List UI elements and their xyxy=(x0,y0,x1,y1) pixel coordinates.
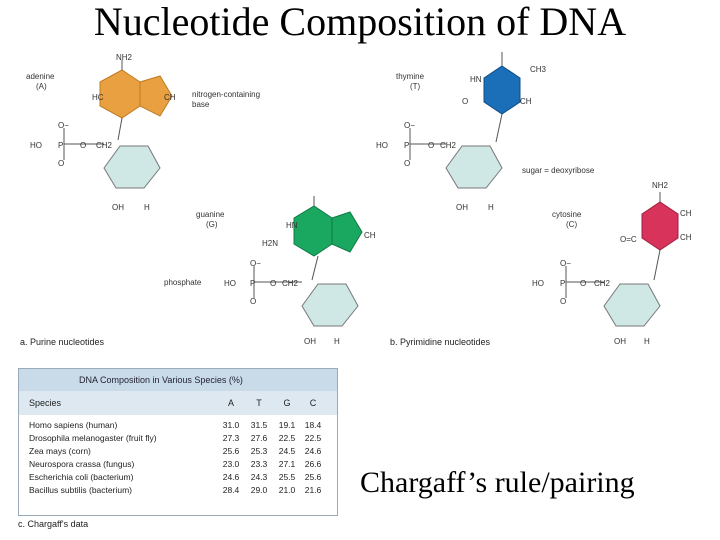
svg-text:O−: O− xyxy=(58,121,69,130)
svg-text:HO: HO xyxy=(376,141,388,150)
svg-text:OH: OH xyxy=(456,203,468,212)
svg-text:CH: CH xyxy=(520,97,532,106)
chargaff-data-caption: c. Chargaff's data xyxy=(18,519,89,529)
thymine-abbr: (T) xyxy=(410,82,421,91)
svg-text:CH: CH xyxy=(364,231,376,240)
table-row xyxy=(19,471,337,484)
purine-caption: a. Purine nucleotides xyxy=(20,337,105,347)
svg-text:O: O xyxy=(580,279,587,288)
svg-text:O: O xyxy=(428,141,435,150)
nitrogen-base-label: nitrogen-containing xyxy=(192,90,261,99)
value-g: 21.0 xyxy=(278,485,296,495)
species-cell: Drosophila melanogaster (fruit fly) xyxy=(29,433,157,443)
value-t: 24.3 xyxy=(250,472,268,482)
value-a: 23.0 xyxy=(222,459,240,469)
value-t: 25.3 xyxy=(250,446,268,456)
header-a: A xyxy=(227,398,234,408)
sugar-label: sugar = deoxyribose xyxy=(522,166,595,175)
value-a: 25.6 xyxy=(222,446,240,456)
svg-text:OH: OH xyxy=(614,337,626,346)
guanine-base-ring xyxy=(332,212,362,252)
svg-text:OH: OH xyxy=(304,337,316,346)
value-t: 23.3 xyxy=(250,459,268,469)
value-g: 24.5 xyxy=(278,446,296,456)
thymine-sugar-shape xyxy=(446,146,502,188)
guanine-abbr: (G) xyxy=(206,220,218,229)
svg-text:H2N: H2N xyxy=(262,239,279,248)
svg-text:OH: OH xyxy=(112,203,124,212)
svg-text:O: O xyxy=(404,159,411,168)
value-c: 22.5 xyxy=(304,433,322,443)
header-g: G xyxy=(283,398,291,408)
svg-text:HO: HO xyxy=(30,141,42,150)
guanine-label: guanine xyxy=(196,210,225,219)
value-g: 27.1 xyxy=(278,459,296,469)
svg-text:CH2: CH2 xyxy=(282,279,299,288)
svg-text:H: H xyxy=(488,203,494,212)
table-row xyxy=(19,458,337,471)
nitrogen-base-label-2: base xyxy=(192,100,210,109)
svg-text:P: P xyxy=(250,279,256,288)
value-t: 29.0 xyxy=(250,485,268,495)
svg-text:HO: HO xyxy=(532,279,544,288)
value-g: 22.5 xyxy=(278,433,296,443)
value-c: 25.6 xyxy=(304,472,322,482)
species-cell: Homo sapiens (human) xyxy=(29,420,118,430)
svg-text:P: P xyxy=(560,279,566,288)
value-g: 25.5 xyxy=(278,472,296,482)
svg-text:CH2: CH2 xyxy=(96,141,113,150)
chargaff-table xyxy=(18,368,338,516)
value-a: 28.4 xyxy=(222,485,240,495)
table-row xyxy=(19,445,337,458)
svg-text:CH: CH xyxy=(680,233,692,242)
svg-text:O: O xyxy=(250,297,257,306)
value-a: 24.6 xyxy=(222,472,240,482)
value-c: 21.6 xyxy=(304,485,322,495)
svg-text:HO: HO xyxy=(224,279,236,288)
svg-text:NH2: NH2 xyxy=(652,181,669,190)
thymine-base-shape xyxy=(484,66,520,114)
header-species: Species xyxy=(29,398,62,408)
value-a: 27.3 xyxy=(222,433,240,443)
guanine-sugar-shape xyxy=(302,284,358,326)
chargaff-rule-text: Chargaff’s rule/pairing xyxy=(360,466,635,499)
species-cell: Escherichia coli (bacterium) xyxy=(29,472,134,482)
svg-text:O−: O− xyxy=(250,259,261,268)
value-a: 31.0 xyxy=(222,420,240,430)
svg-text:O: O xyxy=(80,141,87,150)
phosphate-label: phosphate xyxy=(164,278,202,287)
guanine-base-shape xyxy=(294,206,332,256)
value-c: 18.4 xyxy=(304,420,322,430)
adenine-sugar-shape xyxy=(104,146,160,188)
svg-text:O: O xyxy=(560,297,567,306)
table-header-row xyxy=(19,391,337,415)
svg-text:P: P xyxy=(404,141,410,150)
svg-text:O: O xyxy=(462,97,469,106)
svg-text:O−: O− xyxy=(560,259,571,268)
slide-title: Nucleotide Composition of DNA xyxy=(93,0,627,44)
header-c: C xyxy=(309,398,317,408)
value-t: 27.6 xyxy=(250,433,268,443)
value-t: 31.5 xyxy=(250,420,268,430)
svg-text:CH3: CH3 xyxy=(530,65,547,74)
table-caption: DNA Composition in Various Species (%) xyxy=(19,369,337,391)
table-row xyxy=(19,432,337,445)
cytosine-label: cytosine xyxy=(552,210,582,219)
thymine-label: thymine xyxy=(396,72,425,81)
species-cell: Bacillus subtilis (bacterium) xyxy=(29,485,132,495)
cytosine-base-shape xyxy=(642,202,678,250)
svg-text:HN: HN xyxy=(286,221,298,230)
svg-text:CH: CH xyxy=(164,93,176,102)
svg-text:CH2: CH2 xyxy=(440,141,457,150)
svg-text:O: O xyxy=(58,159,65,168)
svg-text:H: H xyxy=(144,203,150,212)
svg-text:O: O xyxy=(270,279,277,288)
svg-text:CH2: CH2 xyxy=(594,279,611,288)
svg-text:HC: HC xyxy=(92,93,104,102)
cytosine-sugar-shape xyxy=(604,284,660,326)
svg-text:H: H xyxy=(644,337,650,346)
value-c: 24.6 xyxy=(304,446,322,456)
svg-text:NH2: NH2 xyxy=(116,53,133,62)
cytosine-abbr: (C) xyxy=(566,220,578,229)
adenine-abbr: (A) xyxy=(36,82,47,91)
value-g: 19.1 xyxy=(278,420,296,430)
svg-text:O−: O− xyxy=(404,121,415,130)
svg-text:P: P xyxy=(58,141,64,150)
adenine-base-shape xyxy=(100,70,140,118)
svg-text:O=C: O=C xyxy=(620,235,637,244)
table-row xyxy=(19,419,337,432)
adenine-label: adenine xyxy=(26,72,55,81)
pyrimidine-caption: b. Pyrimidine nucleotides xyxy=(390,337,491,347)
svg-text:HN: HN xyxy=(470,75,482,84)
species-cell: Neurospora crassa (fungus) xyxy=(29,459,135,469)
value-c: 26.6 xyxy=(304,459,322,469)
header-t: T xyxy=(256,398,262,408)
svg-text:CH: CH xyxy=(680,209,692,218)
table-row xyxy=(19,484,337,497)
species-cell: Zea mays (corn) xyxy=(29,446,91,456)
svg-text:H: H xyxy=(334,337,340,346)
